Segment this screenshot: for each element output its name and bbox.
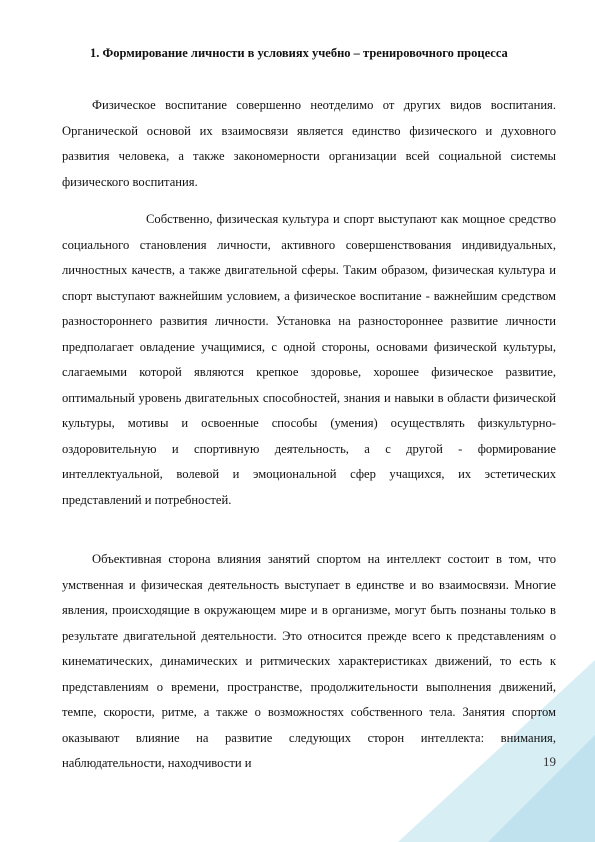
paragraph-1: Физическое воспитание совершенно неотделимо от других видов воспитания. Органической основой их взаимосвязи является единство физического и духовного развития человека, а также закономерности организации всей социальной системы физического воспитания. xyxy=(62,98,556,189)
paragraph-2: Собственно, физическая культура и спорт выступают как мощное средство социального становления личности, активного совершенствования индивидуальных, личностных качеств, а также двигательной сферы. Таким образом, физическая культура и спорт выступают важнейшим условием, а физическое воспитание - важнейшим средством разностороннего развития личности. Установка на разностороннее развитие личности предполагает овладение учащимися, с одной стороны, основами физической культуры, слагаемыми которой являются крепкое здоровье, хорошее физическое развитие, оптимальный уровень двигательных способностей, знания и навыки в области физической культуры, мотивы и освоенные способы (умения) осуществлять физкультурно-оздоровительную и спортивную деятельность, а с другой - формирование интеллектуальной, волевой и эмоциональной сфер учащихся, их эстетических представлений и потребностей. xyxy=(62,212,556,507)
paragraph-3: Объективная сторона влияния занятий спортом на интеллект состоит в том, что умственная и физическая деятельность выступает в единстве и во взаимосвязи. Многие явления, происходящие в окружающем мире и в организме, могут быть познаны только в результате двигательной деятельности. Это относится прежде всего к представлениям о кинематических, динамических и ритмических характеристиках движений, то есть к представлениям о времени, пространстве, продолжительности выполнения движений, темпе, скорости, ритме, а также о возможностях собственного тела. Занятия спортом оказывают влияние на развитие следующих сторон интеллекта: внимания, наблюдательности, находчивости и xyxy=(62,552,556,770)
page-number: 19 xyxy=(543,754,556,769)
section-heading: 1. Формирование личности в условиях учебно – тренировочного процесса xyxy=(90,46,508,60)
